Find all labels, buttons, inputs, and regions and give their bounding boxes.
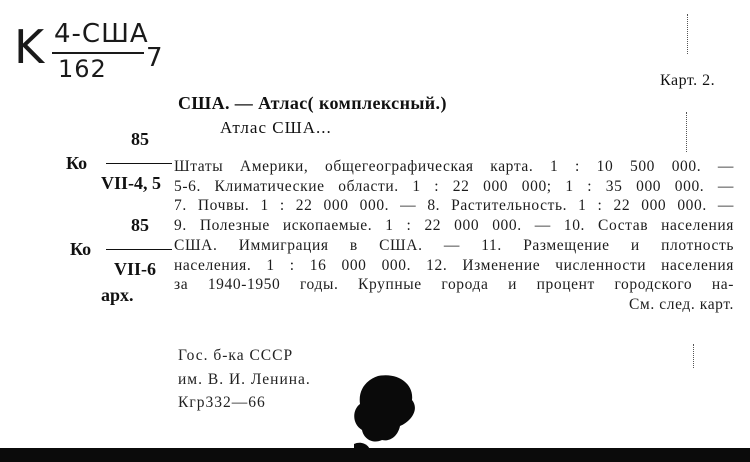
library-line-3: Кгр332—66	[178, 394, 266, 411]
handwritten-denominator: 162	[58, 55, 107, 83]
edge-mark-top	[687, 14, 688, 54]
body-line: Штаты Америки, общегеографическая карта. 1 : 10 500 000. —	[174, 158, 734, 175]
bottom-edge	[0, 448, 750, 462]
shelfmark-2-top: 85	[131, 215, 149, 235]
shelfmark-2-bar	[106, 249, 172, 250]
body-line: США. Иммиграция в США. — 11. Размещение и плотность	[174, 236, 734, 254]
shelfmark-1-prefix: Ко	[66, 153, 88, 173]
catalog-heading: США. — Атлас( комплексный.)	[178, 93, 447, 113]
shelfmark-2-note: арх.	[101, 285, 134, 305]
library-line-2: им. В. И. Ленина.	[178, 371, 311, 388]
body-line: за 1940-1950 годы. Крупные города и процент городского на-	[174, 276, 734, 294]
edge-mark-bottom	[693, 344, 694, 368]
handwritten-suffix: 7	[146, 43, 164, 73]
shelfmark-1-bar	[106, 163, 172, 164]
shelfmark-1-top: 85	[131, 129, 149, 149]
see-next-card: См. след. карт.	[628, 295, 734, 313]
shelfmark-1-bottom: VII-4, 5	[101, 173, 162, 193]
body-line: 7. Почвы. 1 : 22 000 000. — 8. Растительность. 1 : 22 000 000. —	[174, 197, 734, 215]
catalog-body	[174, 157, 734, 315]
catalog-subtitle: Атлас США...	[220, 118, 332, 137]
handwritten-fraction-bar	[52, 52, 144, 54]
handwritten-prefix: K	[14, 20, 46, 74]
body-line: населения. 1 : 16 000 000. 12. Изменение численности населения	[174, 256, 734, 274]
card-number: Карт. 2.	[660, 72, 716, 89]
body-line: 9. Полезные ископаемые. 1 : 22 000 000. — 10. Состав населения	[174, 217, 734, 235]
shelfmark-2-bottom: VII-6	[114, 259, 157, 279]
body-line: 5-6. Климатические области. 1 : 22 000 000; 1 : 35 000 000. —	[174, 177, 734, 195]
shelfmark-2-prefix: Ко	[70, 239, 92, 259]
library-line-1: Гос. б-ка СССР	[178, 347, 294, 364]
handwritten-numerator: 4-США	[54, 19, 149, 49]
edge-mark-middle	[686, 112, 687, 152]
